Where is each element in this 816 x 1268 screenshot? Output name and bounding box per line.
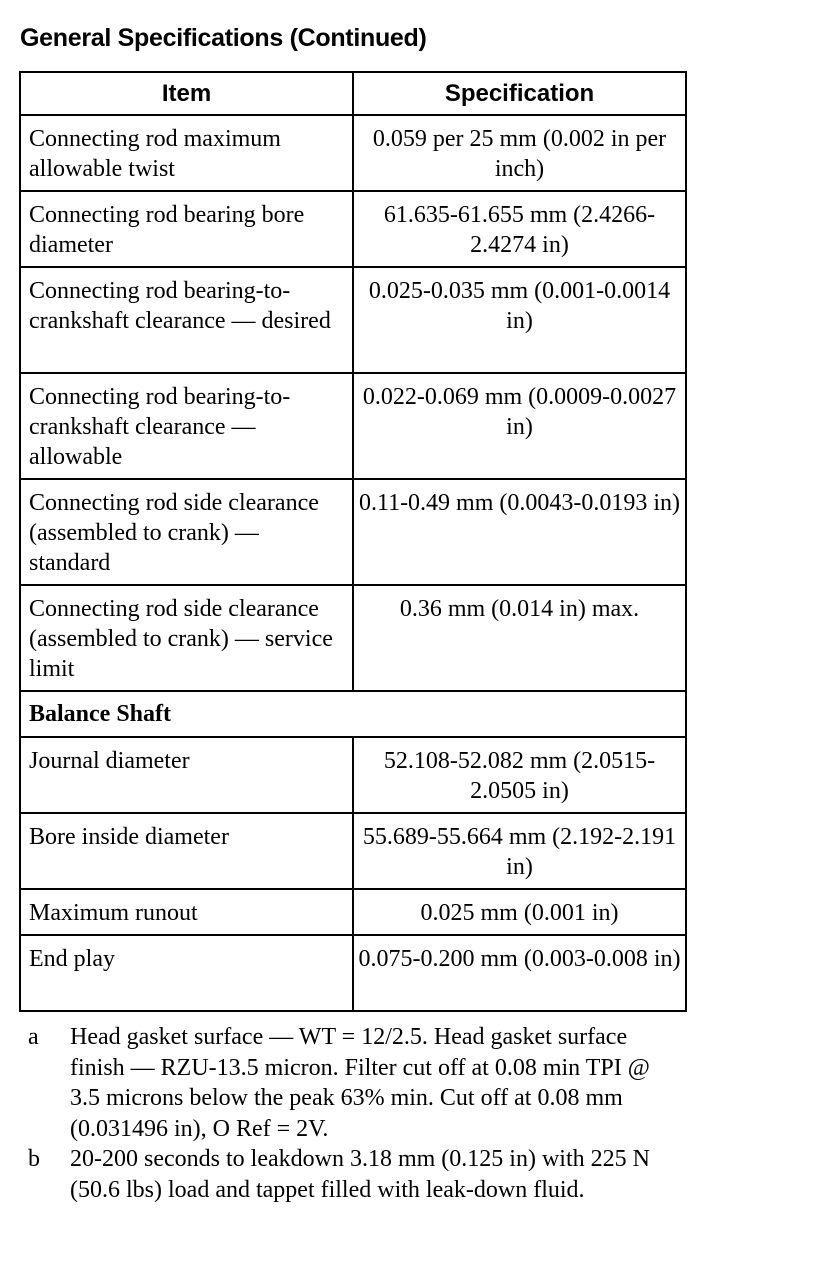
page-title: General Specifications (Continued)	[20, 24, 427, 52]
column-header-item: Item	[20, 72, 353, 115]
item-cell: Connecting rod side clearance (assembled to crank) — standard	[20, 479, 353, 585]
item-cell: Journal diameter	[20, 737, 353, 813]
footnote-key: a	[28, 1024, 39, 1050]
item-cell: Maximum runout	[20, 889, 353, 935]
item-cell: Bore inside diameter	[20, 813, 353, 889]
spec-cell: 0.11-0.49 mm (0.0043-0.0193 in)	[353, 479, 686, 585]
item-cell: End play	[20, 935, 353, 1011]
item-cell: Connecting rod bearing bore diameter	[20, 191, 353, 267]
spec-cell: 0.075-0.200 mm (0.003-0.008 in)	[353, 935, 686, 1011]
specifications-table	[19, 71, 687, 1012]
spec-cell: 55.689-55.664 mm (2.192-2.191 in)	[353, 813, 686, 889]
footnote-a	[28, 1022, 678, 1144]
table-row	[20, 115, 686, 191]
spec-cell: 61.635-61.655 mm (2.4266-2.4274 in)	[353, 191, 686, 267]
footnote-text: 20-200 seconds to leakdown 3.18 mm (0.125 in) with 225 N (50.6 lbs) load and tappet filled with leak-down fluid.	[70, 1146, 650, 1203]
item-cell: Connecting rod maximum allowable twist	[20, 115, 353, 191]
table-header-row	[20, 72, 686, 115]
section-title-balance-shaft: Balance Shaft	[20, 691, 686, 737]
footnote-b	[28, 1144, 678, 1205]
table-row	[20, 889, 686, 935]
column-header-specification: Specification	[353, 72, 686, 115]
section-row	[20, 691, 686, 737]
table-row	[20, 191, 686, 267]
table-row	[20, 479, 686, 585]
table-row	[20, 373, 686, 479]
spec-cell: 0.025 mm (0.001 in)	[353, 889, 686, 935]
footnotes	[28, 1022, 678, 1205]
table-row	[20, 585, 686, 691]
item-cell: Connecting rod side clearance (assembled to crank) — service limit	[20, 585, 353, 691]
footnote-text: Head gasket surface — WT = 12/2.5. Head gasket surface finish — RZU-13.5 micron. Filter cut off at 0.08 min TPI @ 3.5 microns below the peak 63% min. Cut off at 0.08 mm (0.031496 in), O Ref = 2V.	[70, 1024, 650, 1142]
table-row	[20, 813, 686, 889]
item-cell: Connecting rod bearing-to-crankshaft clearance — allowable	[20, 373, 353, 479]
spec-cell: 0.059 per 25 mm (0.002 in per inch)	[353, 115, 686, 191]
spec-cell: 0.025-0.035 mm (0.001-0.0014 in)	[353, 267, 686, 373]
table-row	[20, 267, 686, 373]
table-row	[20, 935, 686, 1011]
footnote-key: b	[28, 1146, 40, 1172]
item-cell: Connecting rod bearing-to-crankshaft clearance — desired	[20, 267, 353, 373]
table-row	[20, 737, 686, 813]
spec-cell: 0.36 mm (0.014 in) max.	[353, 585, 686, 691]
spec-cell: 0.022-0.069 mm (0.0009-0.0027 in)	[353, 373, 686, 479]
spec-cell: 52.108-52.082 mm (2.0515-2.0505 in)	[353, 737, 686, 813]
